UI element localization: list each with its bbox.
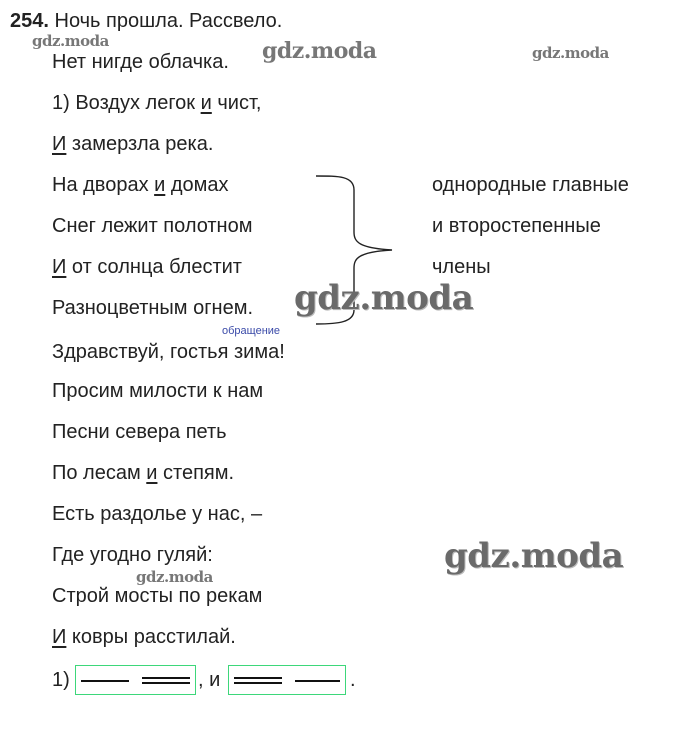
underlined-conjunction: И xyxy=(52,256,67,278)
scheme-box-1 xyxy=(75,665,196,695)
subject-underline-single xyxy=(81,680,129,682)
poem-line-13: Где угодно гуляй: xyxy=(52,544,213,566)
poem-line-5: Снег лежит полотном xyxy=(52,215,253,237)
watermark-logo: gdz.moda xyxy=(136,568,213,586)
watermark-logo: gdz.moda xyxy=(294,278,474,318)
poem-line-9: Просим милости к нам xyxy=(52,380,264,402)
underlined-conjunction: И xyxy=(52,626,67,648)
poem-line-10: Песни севера петь xyxy=(52,421,227,443)
watermark-logo: gdz.moda xyxy=(532,44,609,62)
exercise-heading xyxy=(10,9,282,33)
brace-note-line-2: и второстепенные xyxy=(432,215,601,237)
poem-line-12: Есть раздолье у нас, – xyxy=(52,503,263,525)
poem-line-3: И замерзла река. xyxy=(52,133,214,155)
underlined-conjunction: и xyxy=(200,92,212,114)
brace-note-line-3: члены xyxy=(432,256,491,278)
subject-underline-single xyxy=(295,680,340,682)
watermark-logo: gdz.moda xyxy=(32,32,109,50)
scheme-prefix: 1) xyxy=(52,669,70,691)
predicate-underline-double xyxy=(234,677,282,679)
poem-line-4: На дворах и домах xyxy=(52,174,229,196)
poem-line-7: Разноцветным огнем. xyxy=(52,297,254,319)
exercise-number: 254. xyxy=(10,10,49,32)
scheme-conjunction: , и xyxy=(198,669,221,691)
scheme-end: . xyxy=(350,669,356,691)
watermark-logo: gdz.moda xyxy=(444,536,624,576)
watermark-logo: gdz.moda xyxy=(262,38,377,64)
underlined-conjunction: и xyxy=(154,174,166,196)
poem-line-2: 1) Воздух легок и чист, xyxy=(52,92,262,114)
brace-note-line-1: однородные главные xyxy=(432,174,629,196)
poem-line-1: Нет нигде облачка. xyxy=(52,51,229,73)
poem-line-15: И ковры расстилай. xyxy=(52,626,236,648)
underlined-conjunction: и xyxy=(146,462,158,484)
address-note: обращение xyxy=(222,325,281,337)
scheme-box-2 xyxy=(228,665,346,695)
poem-line-6: И от солнца блестит xyxy=(52,256,242,278)
exercise-heading-text: Ночь прошла. Рассвело. xyxy=(54,10,283,32)
poem-line-14: Строй мосты по рекам xyxy=(52,585,263,607)
poem-line-8: Здравствуй, гостья зима! xyxy=(52,341,285,363)
poem-line-11: По лесам и степям. xyxy=(52,462,235,484)
predicate-underline-double xyxy=(142,677,190,679)
underlined-conjunction: И xyxy=(52,133,67,155)
